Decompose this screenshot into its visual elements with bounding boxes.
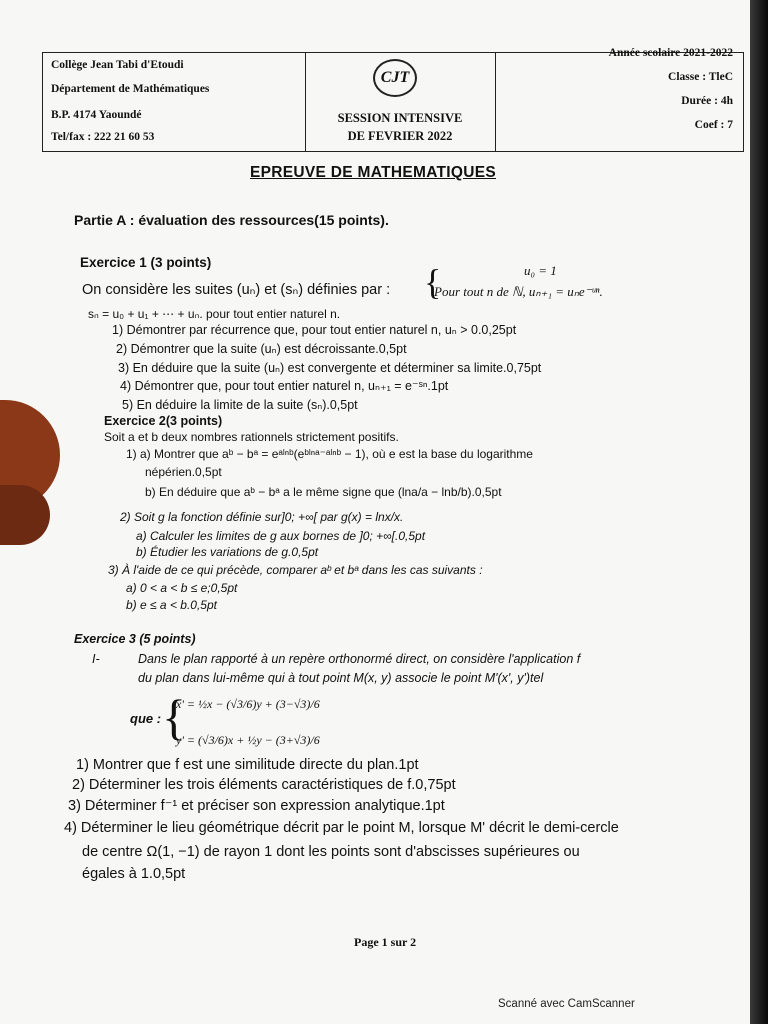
exam-title: EPREUVE DE MATHEMATIQUES xyxy=(250,164,497,181)
school-year: Année scolaire 2021-2022 xyxy=(608,47,733,59)
class-label: Classe : TleC xyxy=(668,71,733,83)
ex2-question-1b: b) En déduire que aᵇ − bᵃ a le même signe que (lna/a − lnb/b).0,5pt xyxy=(145,485,502,499)
system-brace-2: { xyxy=(162,689,186,745)
part-a-heading: Partie A : évaluation des ressources(15 points). xyxy=(74,212,389,228)
ex1-question-4: 4) Démontrer que, pour tout entier naturel n, uₙ₊₁ = e⁻ˢⁿ.1pt xyxy=(120,379,449,393)
system-eq-y: y' = (√3/6)x + ½y − (3+√3)/6 xyxy=(176,733,320,747)
ex2-question-3b: b) e ≤ a < b.0,5pt xyxy=(126,598,217,612)
page-number: Page 1 sur 2 xyxy=(354,935,417,949)
school-name: Collège Jean Tabi d'Etoudi xyxy=(51,59,184,71)
ex1-question-3: 3) En déduire que la suite (uₙ) est convergente et déterminer sa limite.0,75pt xyxy=(118,361,542,375)
phone-fax: Tel/fax : 222 21 60 53 xyxy=(51,131,155,143)
ex3-intro-line-2: du plan dans lui-même qui à tout point M(x, y) associe le point M'(x', y')tel xyxy=(138,671,544,685)
duration-label: Durée : 4h xyxy=(681,95,733,107)
que-label: que : xyxy=(130,711,162,726)
ex3-question-4-line-3: égales à 1.0,5pt xyxy=(82,866,186,882)
header-school-info xyxy=(43,53,306,151)
system-line-1: u₀ = 1 xyxy=(524,263,557,278)
ex2-question-2a: a) Calculer les limites de g aux bornes de ]0; +∞[.0,5pt xyxy=(136,529,426,543)
ex3-question-4-line-1: 4) Déterminer le lieu géométrique décrit par le point M, lorsque M' décrit le demi-cercle xyxy=(64,820,619,836)
ex2-question-3: 3) À l'aide de ce qui précède, comparer aᵇ et bᵃ dans les cas suivants : xyxy=(108,563,483,577)
exercise-1-intro: On considère les suites (uₙ) et (sₙ) définies par : xyxy=(82,282,391,298)
ex2-question-2: 2) Soit g la fonction définie sur]0; +∞[ par g(x) = lnx/x. xyxy=(120,510,404,524)
postal-box: B.P. 4174 Yaoundé xyxy=(51,109,142,121)
ex2-question-2b: b) Étudier les variations de g.0,5pt xyxy=(136,545,319,559)
sn-definition: sₙ = u₀ + u₁ + ⋯ + uₙ. pour tout entier naturel n. xyxy=(88,307,341,321)
exam-header-box xyxy=(42,47,744,152)
department-name: Département de Mathématiques xyxy=(51,83,210,95)
header-session xyxy=(305,53,496,151)
system-brace: { xyxy=(424,262,442,302)
ex3-question-3: 3) Déterminer f⁻¹ et préciser son expression analytique.1pt xyxy=(68,798,445,814)
ex1-question-5: 5) En déduire la limite de la suite (sₙ).0,5pt xyxy=(122,398,358,412)
ex2-question-1a: 1) a) Montrer que aᵇ − bᵃ = eᵃˡⁿᵇ(eᵇˡⁿᵃ⁻ᵃˡⁿᵇ − 1), où e est la base du logarithme xyxy=(126,447,533,461)
system-line-2: Pour tout n de ℕ, uₙ₊₁ = uₙe⁻ᵘⁿ. xyxy=(434,284,603,299)
ex3-question-4-line-2: de centre Ω(1, −1) de rayon 1 dont les points sont d'abscisses supérieures ou xyxy=(82,844,580,860)
header-exam-info xyxy=(495,47,743,151)
ex3-part-roman: I- xyxy=(92,652,100,666)
ex2-question-1a-continued: népérien.0,5pt xyxy=(145,465,222,479)
coefficient-label: Coef : 7 xyxy=(694,119,733,131)
page-edge-shadow xyxy=(750,0,768,1024)
ex1-question-2: 2) Démontrer que la suite (uₙ) est décroissante.0,5pt xyxy=(116,342,407,356)
exercise-1-heading: Exercice 1 (3 points) xyxy=(80,255,212,270)
school-logo: CJT xyxy=(373,59,417,97)
camscanner-watermark: Scanné avec CamScanner xyxy=(498,998,635,1010)
session-line-1: SESSION INTENSIVE xyxy=(337,111,463,125)
exercise-3-heading: Exercice 3 (5 points) xyxy=(74,632,196,646)
ex1-question-1: 1) Démontrer par récurrence que, pour tout entier naturel n, uₙ > 0.0,25pt xyxy=(112,323,517,337)
ex3-question-2: 2) Déterminer les trois éléments caractéristiques de f.0,75pt xyxy=(72,777,456,793)
ex3-intro-line-1: Dans le plan rapporté à un repère orthonormé direct, on considère l'application f xyxy=(138,652,581,666)
system-eq-x: x' = ½x − (√3/6)y + (3−√3)/6 xyxy=(176,697,320,711)
exercise-2-heading: Exercice 2(3 points) xyxy=(104,414,223,428)
session-line-2: DE FEVRIER 2022 xyxy=(347,129,453,143)
ex3-question-1: 1) Montrer que f est une similitude directe du plan.1pt xyxy=(76,757,419,773)
exercise-2-intro: Soit a et b deux nombres rationnels strictement positifs. xyxy=(104,430,399,444)
ex2-question-3a: a) 0 < a < b ≤ e;0,5pt xyxy=(126,581,238,595)
